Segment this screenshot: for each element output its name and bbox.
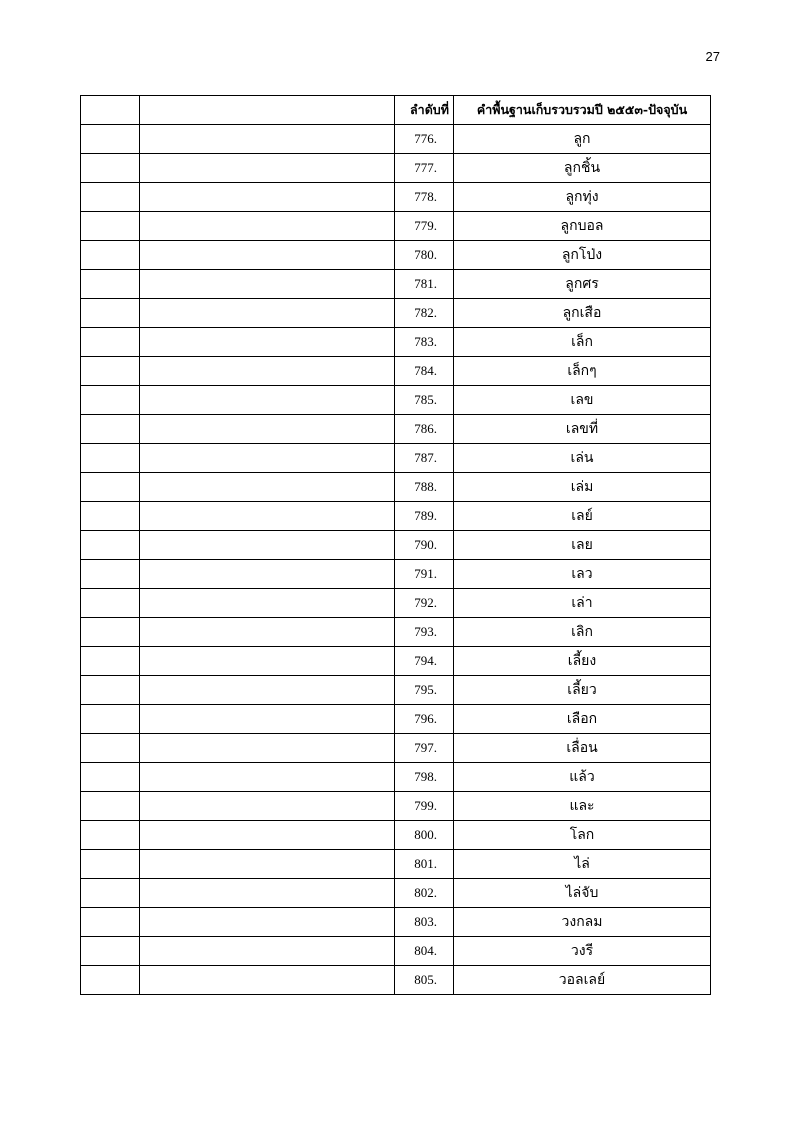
row-index: 788. [395, 473, 454, 502]
empty-cell [140, 937, 395, 966]
table-row [81, 154, 711, 183]
empty-cell [140, 560, 395, 589]
empty-cell [140, 618, 395, 647]
empty-cell [140, 241, 395, 270]
empty-cell [140, 386, 395, 415]
empty-cell [140, 734, 395, 763]
row-word: เล็ก [454, 328, 711, 357]
empty-cell [140, 705, 395, 734]
empty-cell [140, 821, 395, 850]
empty-cell [81, 125, 140, 154]
empty-cell [140, 154, 395, 183]
empty-cell [81, 241, 140, 270]
empty-cell [140, 531, 395, 560]
table-row [81, 908, 711, 937]
empty-cell [140, 444, 395, 473]
empty-cell [140, 676, 395, 705]
table-row [81, 328, 711, 357]
empty-cell [140, 270, 395, 299]
row-index: 782. [395, 299, 454, 328]
empty-cell [81, 299, 140, 328]
row-index: 776. [395, 125, 454, 154]
row-index: 793. [395, 618, 454, 647]
empty-cell [81, 444, 140, 473]
table-row [81, 647, 711, 676]
row-index: 805. [395, 966, 454, 995]
empty-cell [140, 125, 395, 154]
row-index: 780. [395, 241, 454, 270]
empty-cell [81, 763, 140, 792]
empty-cell [140, 589, 395, 618]
row-word: วงกลม [454, 908, 711, 937]
table-row [81, 299, 711, 328]
row-index: 794. [395, 647, 454, 676]
row-word: และ [454, 792, 711, 821]
row-index: 783. [395, 328, 454, 357]
empty-cell [81, 821, 140, 850]
table-row [81, 937, 711, 966]
row-word: เล็กๆ [454, 357, 711, 386]
table-row [81, 618, 711, 647]
row-index: 790. [395, 531, 454, 560]
table-body [81, 125, 711, 995]
empty-cell [81, 879, 140, 908]
empty-cell [140, 850, 395, 879]
empty-cell [81, 473, 140, 502]
row-index: 781. [395, 270, 454, 299]
empty-cell [81, 154, 140, 183]
row-index: 799. [395, 792, 454, 821]
word-list-table [80, 95, 711, 995]
row-word: เลย [454, 531, 711, 560]
table-row [81, 879, 711, 908]
row-word: เลือก [454, 705, 711, 734]
table-row [81, 792, 711, 821]
table-row [81, 241, 711, 270]
row-word: ลูกศร [454, 270, 711, 299]
empty-cell [140, 473, 395, 502]
row-word: แล้ว [454, 763, 711, 792]
empty-cell [81, 386, 140, 415]
empty-cell [140, 763, 395, 792]
row-index: 785. [395, 386, 454, 415]
row-index: 804. [395, 937, 454, 966]
row-word: ลูกทุ่ง [454, 183, 711, 212]
row-word: ไล่จับ [454, 879, 711, 908]
table-row [81, 502, 711, 531]
table-row [81, 763, 711, 792]
empty-cell [81, 270, 140, 299]
row-word: ลูกเสือ [454, 299, 711, 328]
empty-cell [81, 212, 140, 241]
empty-cell [81, 937, 140, 966]
row-word: ลูก [454, 125, 711, 154]
row-word: เล่ม [454, 473, 711, 502]
row-index: 789. [395, 502, 454, 531]
row-index: 803. [395, 908, 454, 937]
empty-cell [140, 299, 395, 328]
row-index: 801. [395, 850, 454, 879]
row-index: 798. [395, 763, 454, 792]
empty-cell [140, 879, 395, 908]
table-row [81, 531, 711, 560]
empty-cell [140, 966, 395, 995]
empty-cell [140, 328, 395, 357]
row-index: 796. [395, 705, 454, 734]
header-cell-blank-1 [81, 96, 140, 125]
empty-cell [140, 212, 395, 241]
table-row [81, 444, 711, 473]
row-word: ลูกชิ้น [454, 154, 711, 183]
row-index: 786. [395, 415, 454, 444]
row-word: เลื่อน [454, 734, 711, 763]
table-row [81, 850, 711, 879]
table-row [81, 212, 711, 241]
row-word: เลี้ยง [454, 647, 711, 676]
row-index: 800. [395, 821, 454, 850]
empty-cell [81, 792, 140, 821]
empty-cell [81, 908, 140, 937]
table-row [81, 357, 711, 386]
row-word: เลขที่ [454, 415, 711, 444]
empty-cell [81, 183, 140, 212]
empty-cell [81, 705, 140, 734]
row-word: ลูกบอล [454, 212, 711, 241]
row-word: เลย์ [454, 502, 711, 531]
row-word: วอลเลย์ [454, 966, 711, 995]
table-row [81, 734, 711, 763]
row-word: วงรี [454, 937, 711, 966]
row-index: 777. [395, 154, 454, 183]
table-row [81, 821, 711, 850]
table-row [81, 705, 711, 734]
table-row [81, 415, 711, 444]
table-row [81, 125, 711, 154]
row-index: 795. [395, 676, 454, 705]
empty-cell [81, 589, 140, 618]
row-index: 791. [395, 560, 454, 589]
empty-cell [140, 502, 395, 531]
row-index: 792. [395, 589, 454, 618]
empty-cell [81, 415, 140, 444]
header-index: ลำดับที่ [395, 96, 454, 125]
row-index: 784. [395, 357, 454, 386]
empty-cell [81, 850, 140, 879]
header-cell-blank-2 [140, 96, 395, 125]
empty-cell [140, 792, 395, 821]
row-index: 802. [395, 879, 454, 908]
row-word: เลี้ยว [454, 676, 711, 705]
table-row [81, 560, 711, 589]
empty-cell [81, 328, 140, 357]
table-row [81, 676, 711, 705]
empty-cell [140, 908, 395, 937]
empty-cell [140, 647, 395, 676]
empty-cell [81, 734, 140, 763]
row-index: 778. [395, 183, 454, 212]
empty-cell [81, 560, 140, 589]
table-row [81, 183, 711, 212]
row-word: ลูกโป่ง [454, 241, 711, 270]
empty-cell [81, 966, 140, 995]
table-row [81, 386, 711, 415]
row-word: ไล่ [454, 850, 711, 879]
table-row [81, 270, 711, 299]
table-header-row [81, 96, 711, 125]
empty-cell [81, 357, 140, 386]
row-word: เลิก [454, 618, 711, 647]
empty-cell [81, 618, 140, 647]
row-word: เล่น [454, 444, 711, 473]
row-word: เลว [454, 560, 711, 589]
row-word: โลก [454, 821, 711, 850]
empty-cell [140, 415, 395, 444]
table-row [81, 966, 711, 995]
row-word: เลข [454, 386, 711, 415]
row-index: 797. [395, 734, 454, 763]
row-index: 779. [395, 212, 454, 241]
empty-cell [140, 357, 395, 386]
header-word: คำพื้นฐานเก็บรวบรวมปี ๒๕๕๓-ปัจจุบัน [454, 96, 711, 125]
empty-cell [81, 647, 140, 676]
empty-cell [140, 183, 395, 212]
row-word: เล่า [454, 589, 711, 618]
row-index: 787. [395, 444, 454, 473]
empty-cell [81, 676, 140, 705]
empty-cell [81, 502, 140, 531]
page-number: 27 [705, 49, 720, 64]
table-row [81, 473, 711, 502]
empty-cell [81, 531, 140, 560]
table-row [81, 589, 711, 618]
